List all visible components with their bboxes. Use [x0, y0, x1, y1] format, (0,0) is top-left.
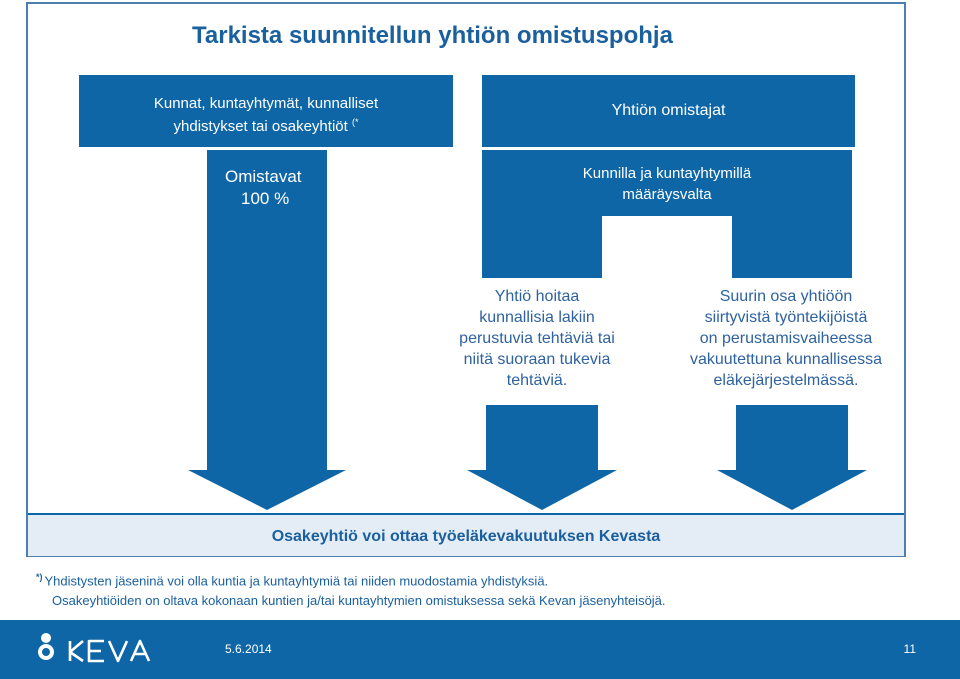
- condition-left-line: niitä suoraan tukevia: [463, 351, 611, 368]
- ownership-arrow-box: [207, 150, 327, 472]
- owners-box-line2-text: yhdistykset tai osakeyhtiöt: [173, 118, 348, 135]
- condition-right-line: Suurin osa yhtiöön: [719, 288, 853, 305]
- left-arrow-head: [188, 470, 346, 510]
- bridge-left-leg: [482, 214, 602, 278]
- page-title: Tarkista suunnitellun yhtiön omistuspohja: [192, 22, 673, 49]
- page-number: 11: [903, 642, 916, 656]
- condition-left-line: Yhtiö hoitaa: [494, 288, 580, 305]
- bridge-line2: määräysvalta: [622, 186, 712, 203]
- ownership-line2: 100 %: [241, 189, 290, 208]
- bridge-line1: Kunnilla ja kuntayhtymillä: [582, 165, 752, 182]
- footnote-line1: [36, 572, 548, 588]
- condition-right-line: vakuutettuna kunnallisessa: [689, 351, 883, 368]
- footer-bar: [0, 620, 960, 679]
- condition-right-line: siirtyvistä työntekijöistä: [704, 309, 868, 326]
- ownership-line1: Omistavat: [225, 167, 302, 186]
- condition-left-line: tehtäviä.: [506, 372, 568, 389]
- middle-arrow-shaft: [486, 405, 598, 471]
- owners-box-marker: (*: [351, 117, 359, 127]
- condition-statutory-tasks: [432, 286, 642, 391]
- control-bridge: [482, 150, 852, 216]
- result-band: Osakeyhtiö voi ottaa työeläkevakuutuksen Kevasta: [28, 513, 904, 556]
- keva-logo: [34, 632, 174, 668]
- middle-arrow-head: [467, 470, 617, 510]
- owners-box-line1: Kunnat, kuntayhtymät, kunnalliset: [153, 95, 379, 112]
- condition-left-line: kunnallisia lakiin: [479, 309, 595, 326]
- footer-date: 5.6.2014: [225, 642, 272, 656]
- right-arrow-shaft: [736, 405, 848, 471]
- right-arrow-head: [717, 470, 867, 510]
- condition-employees-insured: [660, 286, 912, 391]
- bridge-right-leg: [732, 214, 852, 278]
- condition-left-line: perustuvia tehtäviä tai: [459, 330, 615, 347]
- condition-right-line: eläkejärjestelmässä.: [713, 372, 859, 389]
- footnote-line2: Osakeyhtiöiden on oltava kokonaan kuntien ja/tai kuntayhtymien omistuksessa sekä Kevan jäsenyhteisöjä.: [52, 593, 666, 608]
- footnote-text1: Yhdistysten jäseninä voi olla kuntia ja kuntayhtymiä tai niiden muodostamia yhdistyksiä.: [44, 573, 549, 589]
- condition-right-line: on perustamisvaiheessa: [699, 330, 873, 347]
- footnote-marker: *): [36, 572, 43, 582]
- company-owners-box: Yhtiön omistajat: [482, 75, 855, 147]
